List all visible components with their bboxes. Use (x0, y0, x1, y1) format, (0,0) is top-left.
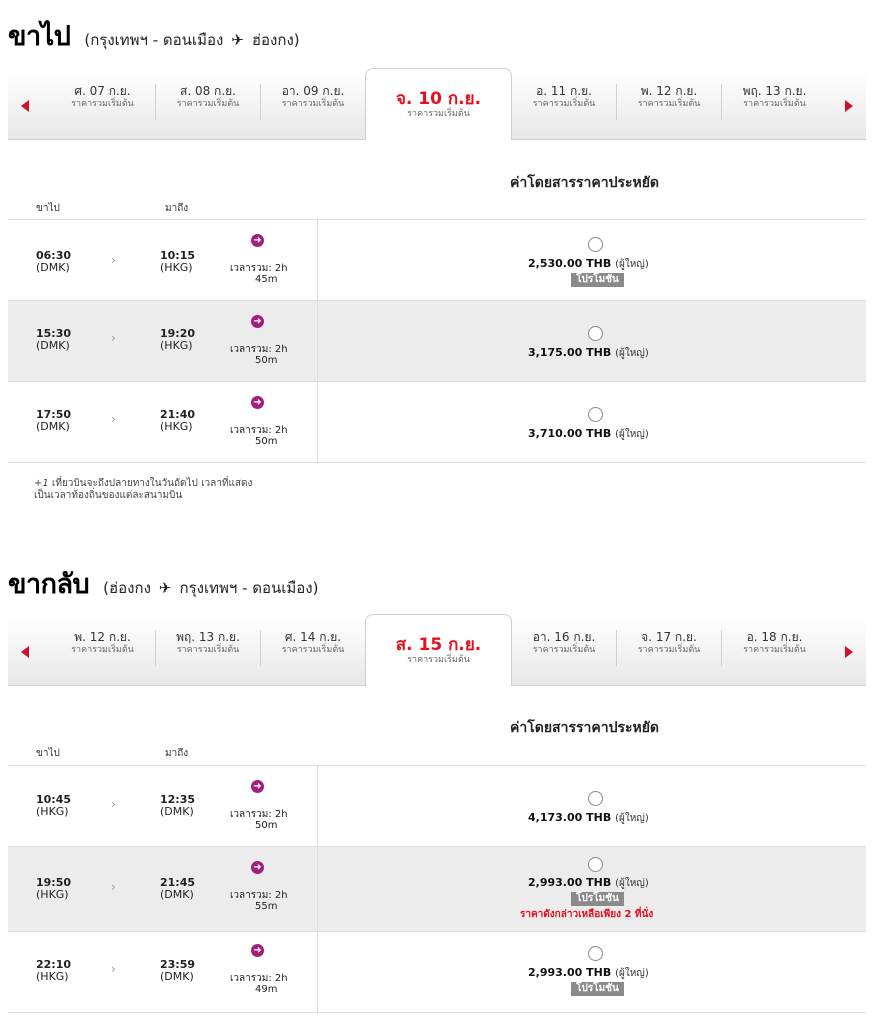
flight-row[interactable] (8, 301, 866, 382)
divider (317, 932, 318, 1012)
footnote (34, 478, 252, 502)
date-sublabel: ราคารวมเริ่มต้น (71, 99, 134, 109)
seats-left-notice: ราคาดังกล่าวเหลือเพียง 2 ที่นั่ง (520, 909, 654, 920)
date-sublabel: ราคารวมเริ่มต้น (637, 645, 701, 655)
duration-minutes: 50m (255, 355, 278, 366)
duration-total: เวลารวม: 2h (230, 890, 288, 901)
fare-radio[interactable] (588, 237, 603, 252)
arrival (160, 328, 195, 352)
date-sublabel: ราคารวมเริ่มต้น (407, 655, 470, 665)
date-tab[interactable] (722, 630, 827, 666)
duration-total: เวลารวม: 2h (230, 809, 288, 820)
flight-row[interactable] (8, 382, 866, 463)
departure (36, 877, 71, 901)
footnote-mark: +1 (34, 478, 49, 489)
date-label: อา. 09 ก.ย. (281, 84, 345, 98)
duration-total: เวลารวม: 2h (230, 263, 288, 274)
duration (230, 890, 310, 912)
col-arrive: มาถึง (165, 203, 189, 214)
date-label: อ. 18 ก.ย. (746, 630, 803, 644)
chevron-right-icon: › (111, 797, 116, 811)
date-label: พฤ. 13 ก.ย. (742, 84, 807, 98)
date-tab[interactable] (617, 84, 722, 120)
fare-price (528, 257, 688, 272)
date-label: ส. 15 ก.ย. (395, 635, 482, 655)
date-sublabel: ราคารวมเริ่มต้น (743, 99, 806, 109)
dep-time: 17:50 (36, 408, 72, 421)
promo-badge: โปรโมชัน (571, 982, 624, 996)
date-tab[interactable] (50, 630, 156, 666)
dep-time: 22:10 (36, 958, 72, 971)
date-sublabel: ราคารวมเริ่มต้น (637, 99, 701, 109)
outbound-title (8, 14, 300, 57)
dep-time: 10:45 (36, 793, 72, 806)
return-date-strip (8, 618, 866, 686)
date-tab[interactable] (722, 84, 827, 120)
divider (317, 220, 318, 300)
duration-total: เวลารวม: 2h (230, 344, 288, 355)
footnote-line: เที่ยวบินจะถึงปลายทางในวันถัดไป เวลาที่แสดง (48, 478, 253, 489)
outbound-heading: ขาไป (8, 21, 71, 52)
price-adult: (ผู้ใหญ่) (615, 813, 649, 824)
arr-time: 19:20 (160, 327, 196, 340)
date-sublabel: ราคารวมเริ่มต้น (743, 645, 806, 655)
price-amount: 2,530.00 THB (528, 257, 612, 270)
fare-price (528, 966, 688, 981)
fare-radio[interactable] (588, 857, 603, 872)
arr-time: 12:35 (160, 793, 196, 806)
fare-radio[interactable] (588, 791, 603, 806)
col-arrive: มาถึง (165, 748, 189, 759)
departure (36, 794, 71, 818)
route-to: กรุงเทพฯ - ดอนเมือง) (179, 579, 319, 597)
outbound-flight-list (8, 219, 866, 463)
return-title (8, 562, 318, 605)
date-tab-selected[interactable] (365, 68, 512, 140)
fare-header: ค่าโดยสารราคาประหยัด (510, 175, 660, 191)
date-tab-selected[interactable] (365, 614, 512, 686)
promo-badge: โปรโมชัน (571, 273, 624, 287)
date-label: อา. 16 ก.ย. (532, 630, 596, 644)
col-depart: ขาไป (36, 748, 60, 759)
date-sublabel: ราคารวมเริ่มต้น (176, 645, 240, 655)
chevron-right-icon: › (111, 412, 116, 426)
price-amount: 3,710.00 THB (528, 427, 612, 440)
carrier-logo-icon: ➜ (251, 861, 264, 874)
airplane-icon: ✈ (231, 31, 244, 49)
date-tab[interactable] (512, 630, 617, 666)
departure (36, 409, 71, 433)
divider (317, 766, 318, 846)
price-adult: (ผู้ใหญ่) (615, 348, 649, 359)
fare-price (528, 876, 688, 891)
carrier-logo-icon: ➜ (251, 944, 264, 957)
chevron-right-icon: › (111, 880, 116, 894)
price-adult: (ผู้ใหญ่) (615, 429, 649, 440)
route-to: ฮ่องกง) (251, 31, 300, 49)
arr-time: 10:15 (160, 249, 196, 262)
arr-code: (HKG) (160, 339, 193, 352)
duration (230, 344, 310, 366)
return-heading: ขากลับ (8, 569, 90, 600)
date-label: พ. 12 ก.ย. (74, 630, 131, 644)
route-from: (กรุงเทพฯ - ดอนเมือง (84, 31, 224, 49)
arr-time: 21:40 (160, 408, 196, 421)
arrival (160, 877, 195, 901)
carrier-logo-icon: ➜ (251, 234, 264, 247)
chevron-right-icon: › (111, 253, 116, 267)
fare-radio[interactable] (588, 326, 603, 341)
date-label: จ. 10 ก.ย. (395, 89, 482, 109)
arrival (160, 250, 195, 274)
arrival (160, 794, 195, 818)
date-tab[interactable] (617, 630, 722, 666)
price-amount: 4,173.00 THB (528, 811, 612, 824)
date-sublabel: ราคารวมเริ่มต้น (71, 645, 134, 655)
duration (230, 425, 310, 447)
return-flight-list (8, 765, 866, 1013)
dep-time: 19:50 (36, 876, 72, 889)
arr-code: (DMK) (160, 888, 194, 901)
duration-minutes: 49m (255, 984, 278, 995)
duration-minutes: 50m (255, 436, 278, 447)
date-tab[interactable] (156, 630, 261, 666)
arr-time: 21:45 (160, 876, 196, 889)
duration-minutes: 55m (255, 901, 278, 912)
arrow-right-icon[interactable] (845, 646, 853, 658)
date-label: ศ. 14 ก.ย. (284, 630, 342, 644)
arr-code: (HKG) (160, 261, 193, 274)
flight-row[interactable] (8, 220, 866, 301)
carrier-logo-icon: ➜ (251, 396, 264, 409)
fare-price (528, 427, 688, 442)
date-sublabel: ราคารวมเริ่มต้น (176, 99, 240, 109)
arr-code: (DMK) (160, 805, 194, 818)
date-sublabel: ราคารวมเริ่มต้น (532, 645, 596, 655)
duration-minutes: 50m (255, 820, 278, 831)
duration (230, 809, 310, 831)
date-tab[interactable] (261, 630, 365, 666)
divider (317, 382, 318, 462)
dep-code: (DMK) (36, 339, 70, 352)
flight-row[interactable] (8, 766, 866, 847)
duration (230, 263, 310, 285)
duration-total: เวลารวม: 2h (230, 425, 288, 436)
fare-header: ค่าโดยสารราคาประหยัด (510, 720, 660, 736)
dep-code: (HKG) (36, 970, 69, 983)
date-sublabel: ราคารวมเริ่มต้น (281, 99, 345, 109)
arrival (160, 409, 195, 433)
date-tab[interactable] (50, 84, 156, 120)
divider (317, 301, 318, 381)
footnote-line: เป็นเวลาท้องถิ่นของแต่ละสนามบิน (34, 490, 183, 501)
date-tab[interactable] (261, 84, 365, 120)
price-adult: (ผู้ใหญ่) (615, 968, 649, 979)
date-sublabel: ราคารวมเริ่มต้น (407, 109, 470, 119)
chevron-right-icon: › (111, 331, 116, 345)
arrow-left-icon[interactable] (21, 646, 29, 658)
price-adult: (ผู้ใหญ่) (615, 259, 649, 270)
carrier-logo-icon: ➜ (251, 780, 264, 793)
departure (36, 250, 71, 274)
outbound-date-strip (8, 72, 866, 140)
dep-code: (HKG) (36, 888, 69, 901)
date-sublabel: ราคารวมเริ่มต้น (532, 99, 596, 109)
fare-price (528, 811, 688, 826)
dep-code: (DMK) (36, 420, 70, 433)
arr-code: (HKG) (160, 420, 193, 433)
arr-code: (DMK) (160, 970, 194, 983)
col-depart: ขาไป (36, 203, 60, 214)
flight-row[interactable] (8, 932, 866, 1013)
departure (36, 959, 71, 983)
fare-price (528, 346, 688, 361)
date-label: พ. 12 ก.ย. (640, 84, 698, 98)
date-label: ส. 08 ก.ย. (180, 84, 236, 98)
price-amount: 2,993.00 THB (528, 966, 612, 979)
date-label: พฤ. 13 ก.ย. (176, 630, 240, 644)
date-tab[interactable] (512, 84, 617, 120)
arrow-left-icon[interactable] (21, 100, 29, 112)
arrival (160, 959, 195, 983)
duration-total: เวลารวม: 2h (230, 973, 288, 984)
duration-minutes: 45m (255, 274, 278, 285)
duration (230, 973, 310, 995)
chevron-right-icon: › (111, 962, 116, 976)
route-from: (ฮ่องกง (103, 579, 151, 597)
fare-radio[interactable] (588, 946, 603, 961)
dep-time: 06:30 (36, 249, 72, 262)
date-tab[interactable] (156, 84, 261, 120)
price-amount: 3,175.00 THB (528, 346, 612, 359)
carrier-logo-icon: ➜ (251, 315, 264, 328)
date-label: จ. 17 ก.ย. (641, 630, 697, 644)
price-adult: (ผู้ใหญ่) (615, 878, 649, 889)
divider (317, 847, 318, 931)
date-sublabel: ราคารวมเริ่มต้น (281, 645, 345, 655)
flight-row[interactable] (8, 847, 866, 932)
promo-badge: โปรโมชัน (571, 892, 624, 906)
arr-time: 23:59 (160, 958, 196, 971)
dep-code: (DMK) (36, 261, 70, 274)
date-label: อ. 11 ก.ย. (536, 84, 592, 98)
arrow-right-icon[interactable] (845, 100, 853, 112)
date-label: ศ. 07 ก.ย. (74, 84, 131, 98)
price-amount: 2,993.00 THB (528, 876, 612, 889)
dep-code: (HKG) (36, 805, 69, 818)
departure (36, 328, 71, 352)
fare-radio[interactable] (588, 407, 603, 422)
dep-time: 15:30 (36, 327, 72, 340)
airplane-icon: ✈ (158, 579, 172, 597)
